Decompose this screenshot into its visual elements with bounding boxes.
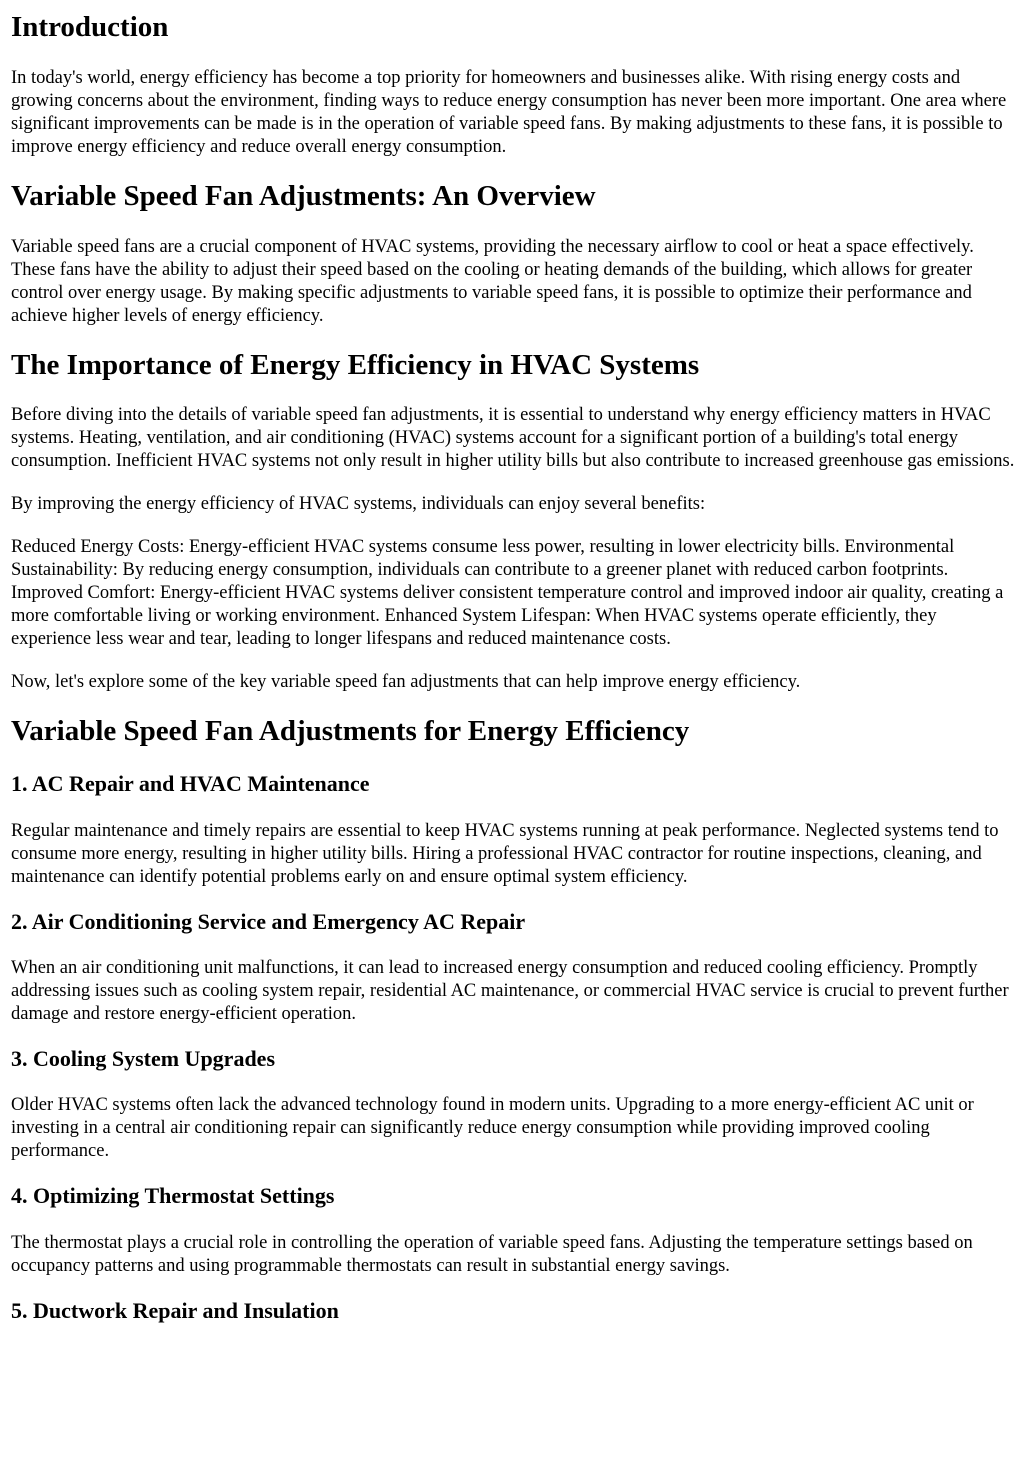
subheading-ac-repair: 1. AC Repair and HVAC Maintenance [11,771,370,797]
subheading-thermostat: 4. Optimizing Thermostat Settings [11,1183,335,1209]
paragraph-benefits: Reduced Energy Costs: Energy-efficient HVAC systems consume less power, resulting in lower electricity bills. Environmental Sustainability: By reducing energy consumption, individuals can contribute to a greener planet with reduced carbon footprints. Improved Comfort: Energy-efficient HVAC systems deliver consistent temperature control and improved indoor air quality, creating a more comfortable living or working environment. Enhanced System Lifespan: When HVAC systems operate efficiently, they experience less wear and tear, leading to longer lifespans and reduced maintenance costs. [11,537,1004,650]
subheading-cooling-upgrades: 3. Cooling System Upgrades [11,1045,276,1071]
heading-overview: Variable Speed Fan Adjustments: An Overview [11,179,596,212]
heading-introduction: Introduction [11,11,169,43]
paragraph-thermostat: The thermostat plays a crucial role in controlling the operation of variable speed fans. Adjusting the temperature settings based on occupancy patterns and using programmable thermostats can result in substantial energy savings. [11,1232,973,1276]
article [0,10,1024,1324]
paragraph-ac-repair: Regular maintenance and timely repairs are essential to keep HVAC systems running at peak performance. Neglected systems tend to consume more energy, resulting in higher utility bills. Hiring a professional HVAC contractor for routine inspections, cleaning, and maintenance can identify potential problems early on and ensure optimal system efficiency. [11,820,999,887]
paragraph-importance-2: By improving the energy efficiency of HVAC systems, individuals can enjoy several benefits: [11,494,706,515]
paragraph-importance-4: Now, let's explore some of the key variable speed fan adjustments that can help improve energy efficiency. [11,672,801,693]
paragraph-importance-1: Before diving into the details of variable speed fan adjustments, it is essential to understand why energy efficiency matters in HVAC systems. Heating, ventilation, and air conditioning (HVAC) systems account for a significant portion of a building's total energy consumption. Inefficient HVAC systems not only result in higher utility bills but also contribute to increased greenhouse gas emissions. [11,405,1015,472]
paragraph-introduction: In today's world, energy efficiency has become a top priority for homeowners and businesses alike. With rising energy costs and growing concerns about the environment, finding ways to reduce energy consumption has never been more important. One area where significant improvements can be made is in the operation of variable speed fans. By making adjustments to these fans, it is possible to improve energy efficiency and reduce overall energy consumption. [11,67,1007,157]
subheading-ac-service: 2. Air Conditioning Service and Emergency AC Repair [11,908,526,934]
heading-importance: The Importance of Energy Efficiency in HVAC Systems [11,348,700,381]
subheading-ductwork: 5. Ductwork Repair and Insulation [11,1297,339,1323]
paragraph-cooling-upgrades: Older HVAC systems often lack the advanced technology found in modern units. Upgrading to a more energy-efficient AC unit or investing in a central air conditioning repair can significantly reduce energy consumption while providing improved cooling performance. [11,1095,974,1162]
paragraph-ac-service: When an air conditioning unit malfunctions, it can lead to increased energy consumption and reduced cooling efficiency. Promptly addressing issues such as cooling system repair, residential AC maintenance, or commercial HVAC service is crucial to prevent further damage and restore energy-efficient operation. [11,957,1009,1024]
heading-adjustments: Variable Speed Fan Adjustments for Energy Efficiency [11,715,690,748]
paragraph-overview: Variable speed fans are a crucial component of HVAC systems, providing the necessary airflow to cool or heat a space effectively. These fans have the ability to adjust their speed based on the cooling or heating demands of the building, which allows for greater control over energy usage. By making specific adjustments to variable speed fans, it is possible to optimize their performance and achieve higher levels of energy efficiency. [11,236,974,326]
